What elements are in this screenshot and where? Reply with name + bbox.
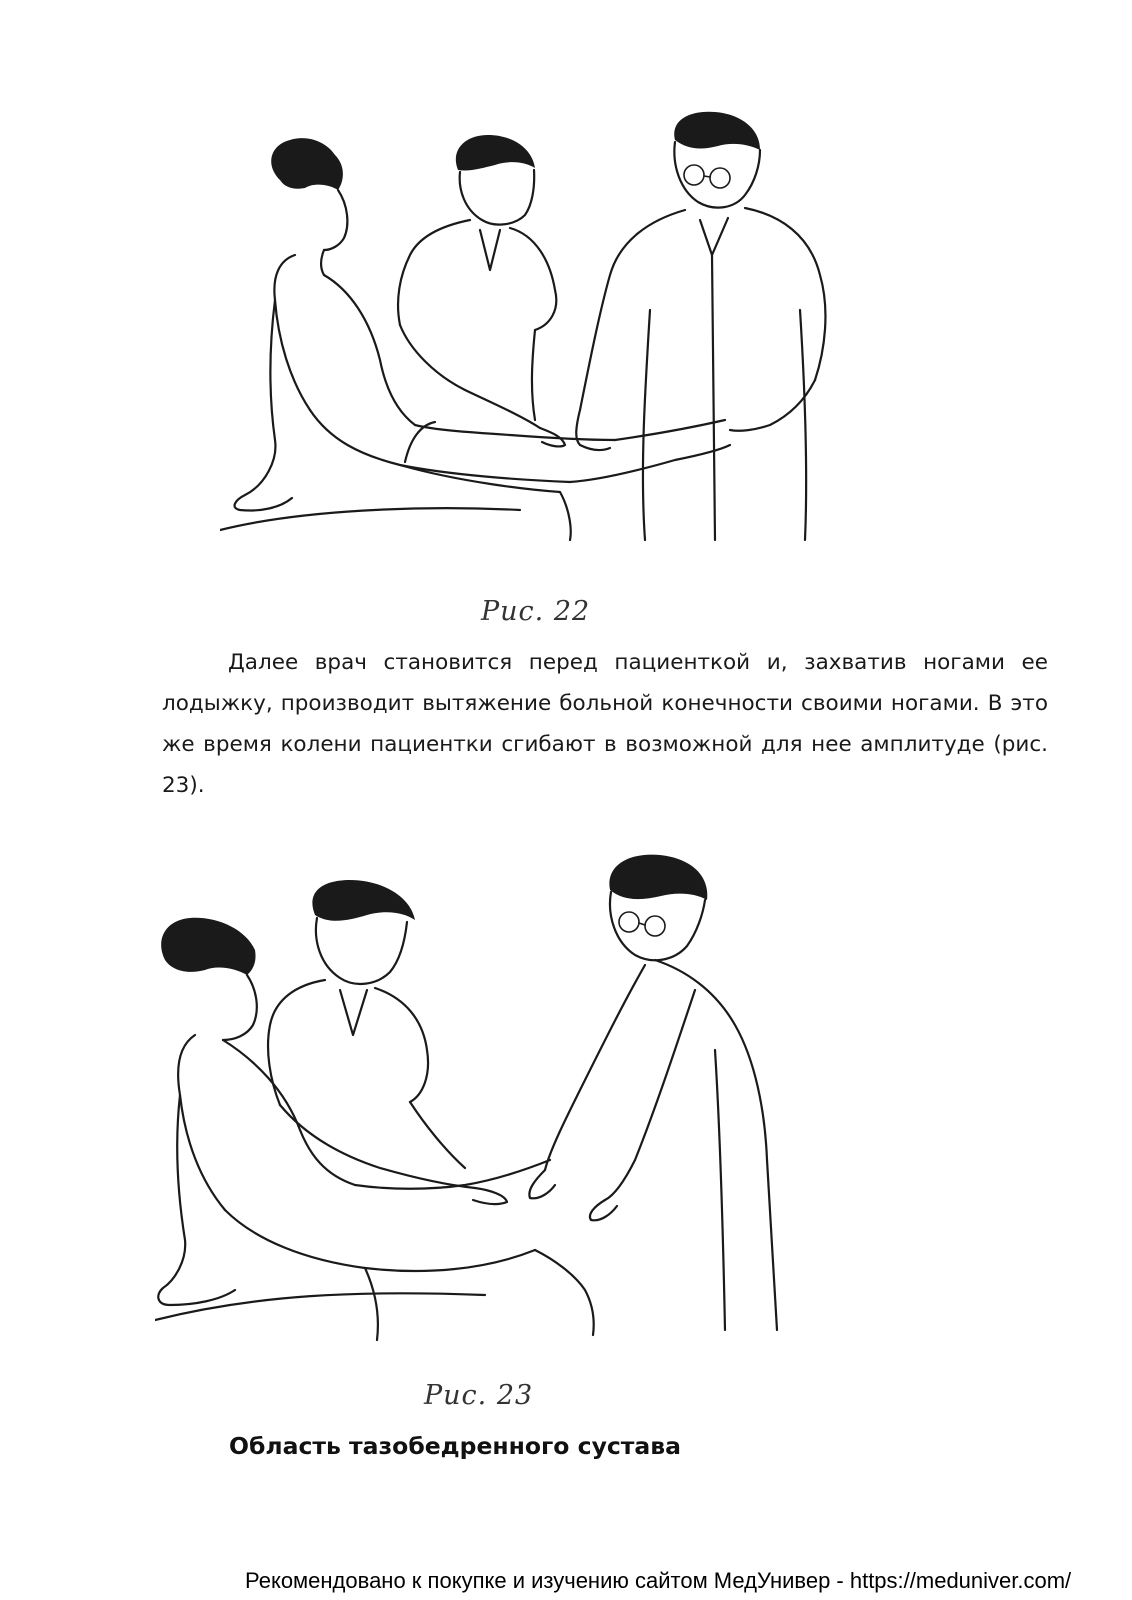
figure-22-drawing [220, 110, 850, 560]
figure-23-caption: Рис. 23 [424, 1380, 534, 1411]
figure-23-drawing [155, 850, 815, 1345]
figure-23-illustration [155, 850, 815, 1345]
figure-22-caption: Рис. 22 [481, 596, 591, 627]
assistant-figure-23 [268, 880, 507, 1204]
doctor-figure-23 [529, 855, 777, 1330]
section-heading: Область тазобедренного сустава [229, 1432, 682, 1460]
assistant-figure-22 [398, 135, 565, 446]
patient-figure-22 [220, 138, 730, 540]
figure-22-illustration [220, 110, 850, 560]
body-paragraph: Далее врач становится перед пациенткой и, захватив ногами ее лодыжку, производит вытяжение больной конечности своими ногами. В это же время колени пациентки сгибают в возможной для нее амплитуде (рис. 23). [162, 650, 1048, 798]
footer-recommendation: Рекомендовано к покупке и изучению сайтом МедУнивер - https://meduniver.com/ [245, 1568, 1072, 1593]
